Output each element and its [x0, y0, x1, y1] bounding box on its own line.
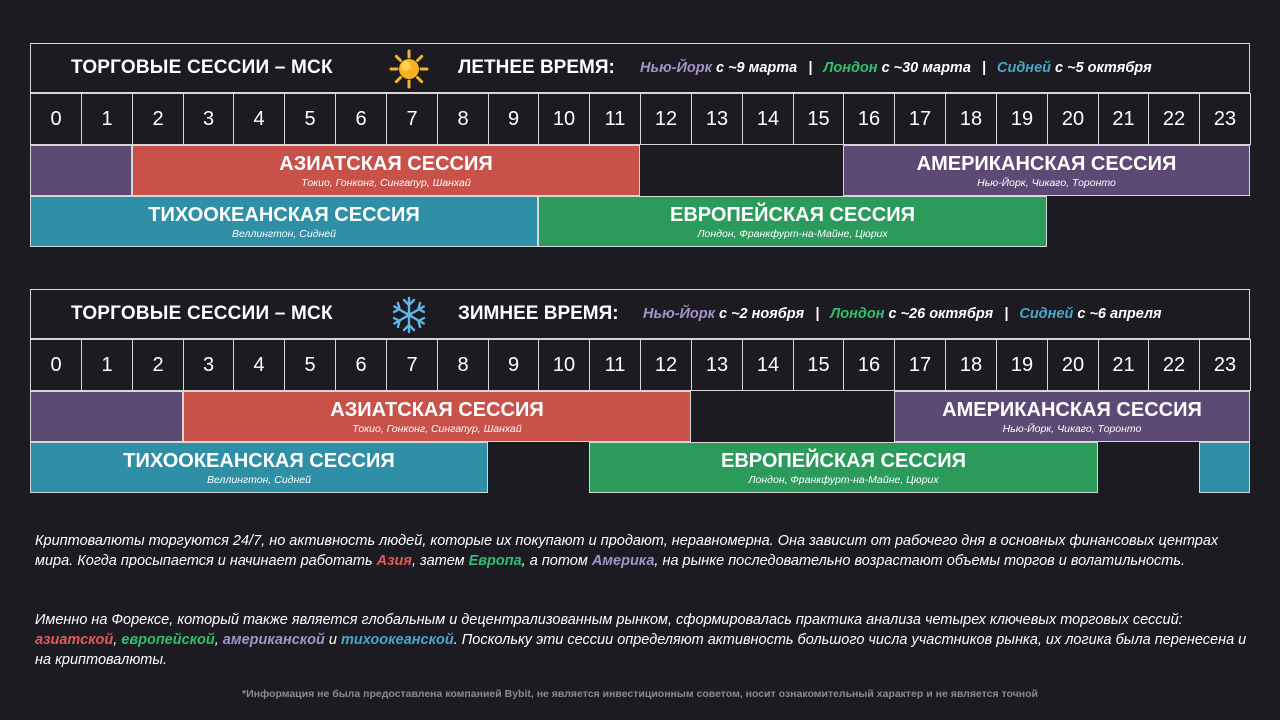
hour-cell: 2 — [132, 93, 184, 145]
description-paragraph-1 — [35, 531, 1250, 571]
hour-cell: 18 — [945, 93, 997, 145]
hour-cell: 9 — [488, 339, 539, 391]
winter-season-label: ЗИМНЕЕ ВРЕМЯ: — [458, 303, 619, 324]
winter-american-wrap-bar — [30, 391, 183, 442]
summer-title: ТОРГОВЫЕ СЕССИИ – МСК — [71, 57, 333, 78]
summer-sydney-name: Сидней — [997, 60, 1051, 76]
hour-cell: 16 — [843, 93, 895, 145]
summer-dates-info — [640, 44, 1152, 92]
winter-pacific-session-cities: Веллингтон, Сидней — [207, 474, 311, 486]
winter-hour-row — [30, 339, 1250, 391]
summer-american-session-name: АМЕРИКАНСКАЯ СЕССИЯ — [916, 153, 1177, 175]
desc-european: европейской — [121, 632, 215, 648]
winter-title: ТОРГОВЫЕ СЕССИИ – МСК — [71, 303, 333, 324]
hour-cell: 20 — [1047, 93, 1099, 145]
hour-cell: 17 — [894, 339, 946, 391]
hour-cell: 13 — [691, 93, 743, 145]
hour-cell: 2 — [132, 339, 184, 391]
disclaimer-footer: *Информация не была предоставлена компанией Bybit, не является инвестиционным советом, носит ознакомительный характер и не является точной — [242, 688, 1038, 700]
hour-cell: 7 — [386, 93, 438, 145]
hour-cell: 1 — [81, 339, 133, 391]
summer-asian-session-name: АЗИАТСКАЯ СЕССИЯ — [279, 153, 493, 175]
winter-sessions-panel — [30, 289, 1250, 493]
desc-text: Именно на Форексе, который также является глобальным и децентрализованным рынком, сформировалась практика анализа четырех ключевых торговых сессий: — [35, 612, 1183, 628]
hour-cell: 19 — [996, 93, 1048, 145]
summer-separator-1: | — [808, 60, 813, 76]
winter-european-session-name: ЕВРОПЕЙСКАЯ СЕССИЯ — [721, 450, 966, 472]
summer-london-name: Лондон — [823, 60, 878, 76]
hour-cell: 11 — [589, 339, 641, 391]
summer-american-session-cities: Нью-Йорк, Чикаго, Торонто — [977, 177, 1116, 189]
summer-ny-date: с ~9 марта — [715, 60, 798, 76]
winter-ny-date: с ~2 ноября — [718, 306, 805, 322]
hour-cell: 19 — [996, 339, 1048, 391]
summer-pacific-session-name: ТИХООКЕАНСКАЯ СЕССИЯ — [148, 204, 420, 226]
desc-text: , затем — [411, 553, 469, 569]
hour-cell: 12 — [640, 93, 692, 145]
desc-text: . Поскольку эти сессии определяют активность большого числа участников рынка, их логика была перенесена и на криптовалюты. — [35, 632, 1247, 668]
sun-icon — [389, 49, 429, 89]
desc-asian: азиатской — [35, 632, 114, 648]
hour-cell: 17 — [894, 93, 946, 145]
winter-pacific-session-bar — [30, 442, 488, 493]
hour-cell: 21 — [1098, 93, 1149, 145]
summer-american-wrap-bar — [30, 145, 132, 196]
hour-cell: 16 — [843, 339, 895, 391]
hour-cell: 13 — [691, 339, 743, 391]
winter-asian-session-name: АЗИАТСКАЯ СЕССИЯ — [330, 399, 544, 421]
desc-pacific: тихоокеанской — [340, 632, 454, 648]
summer-header — [30, 43, 1250, 93]
summer-separator-2: | — [981, 60, 986, 76]
winter-separator-1: | — [815, 306, 820, 322]
desc-text: , — [214, 632, 223, 648]
summer-sydney-date: с ~5 октября — [1055, 60, 1152, 76]
desc-text: , — [113, 632, 122, 648]
winter-sydney-date: с ~6 апреля — [1077, 306, 1162, 322]
winter-asian-session-bar — [183, 391, 691, 442]
hour-cell: 7 — [386, 339, 438, 391]
hour-cell: 5 — [284, 93, 336, 145]
hour-cell: 12 — [640, 339, 692, 391]
summer-season-label: ЛЕТНЕЕ ВРЕМЯ: — [458, 57, 615, 78]
summer-hour-row — [30, 93, 1250, 145]
winter-american-session-bar — [894, 391, 1250, 442]
hour-cell: 15 — [793, 93, 844, 145]
winter-pacific-wrap-bar — [1199, 442, 1250, 493]
hour-cell: 20 — [1047, 339, 1099, 391]
hour-cell: 6 — [335, 93, 387, 145]
desc-text: и — [324, 632, 341, 648]
hour-cell: 3 — [183, 93, 234, 145]
summer-european-session-cities: Лондон, Франкфурт-на-Майне, Цюрих — [697, 228, 888, 240]
snowflake-icon — [389, 295, 429, 335]
winter-london-name: Лондон — [830, 306, 885, 322]
summer-london-date: с ~30 марта — [881, 60, 971, 76]
hour-cell: 22 — [1148, 339, 1200, 391]
hour-cell: 10 — [538, 93, 590, 145]
desc-america: Америка — [591, 553, 655, 569]
hour-cell: 1 — [81, 93, 133, 145]
hour-cell: 5 — [284, 339, 336, 391]
winter-sydney-name: Сидней — [1019, 306, 1074, 322]
winter-asian-session-cities: Токио, Гонконг, Сингапур, Шанхай — [352, 423, 522, 435]
hour-cell: 6 — [335, 339, 387, 391]
hour-cell: 0 — [30, 93, 82, 145]
winter-pacific-session-name: ТИХООКЕАНСКАЯ СЕССИЯ — [123, 450, 395, 472]
hour-cell: 4 — [233, 339, 285, 391]
desc-europe: Европа — [468, 553, 522, 569]
hour-cell: 3 — [183, 339, 234, 391]
description-paragraph-2 — [35, 610, 1250, 670]
hour-cell: 0 — [30, 339, 82, 391]
winter-ny-name: Нью-Йорк — [643, 306, 715, 322]
hour-cell: 11 — [589, 93, 641, 145]
summer-european-session-bar — [538, 196, 1047, 247]
hour-cell: 8 — [437, 339, 489, 391]
hour-cell: 4 — [233, 93, 285, 145]
summer-pacific-session-bar — [30, 196, 538, 247]
summer-american-session-bar — [843, 145, 1250, 196]
summer-asian-session-cities: Токио, Гонконг, Сингапур, Шанхай — [301, 177, 471, 189]
hour-cell: 14 — [742, 339, 794, 391]
summer-sessions-panel — [30, 43, 1250, 247]
desc-text: , на рынке последовательно возрастают объемы торгов и волатильность. — [654, 553, 1186, 569]
hour-cell: 23 — [1199, 93, 1251, 145]
hour-cell: 23 — [1199, 339, 1251, 391]
winter-american-session-cities: Нью-Йорк, Чикаго, Торонто — [1002, 423, 1142, 435]
desc-american: американской — [222, 632, 325, 648]
summer-pacific-session-cities: Веллингтон, Сидней — [232, 228, 336, 240]
winter-european-session-cities: Лондон, Франкфурт-на-Майне, Цюрих — [748, 474, 939, 486]
hour-cell: 18 — [945, 339, 997, 391]
hour-cell: 21 — [1098, 339, 1149, 391]
winter-american-session-name: АМЕРИКАНСКАЯ СЕССИЯ — [942, 399, 1202, 421]
winter-header — [30, 289, 1250, 339]
hour-cell: 15 — [793, 339, 844, 391]
desc-text: Криптовалюты торгуются 24/7, но активность людей, которые их покупают и продают, неравномерна. Она зависит от рабочего дня в основных финансовых центрах мира. Когда просыпается и начинает работать — [35, 533, 1219, 569]
winter-dates-info — [643, 290, 1162, 338]
hour-cell: 9 — [488, 93, 539, 145]
desc-asia: Азия — [376, 553, 412, 569]
winter-london-date: с ~26 октября — [888, 306, 994, 322]
winter-european-session-bar — [589, 442, 1098, 493]
desc-text: , а потом — [521, 553, 592, 569]
summer-asian-session-bar — [132, 145, 640, 196]
winter-separator-2: | — [1004, 306, 1009, 322]
hour-cell: 14 — [742, 93, 794, 145]
hour-cell: 22 — [1148, 93, 1200, 145]
summer-european-session-name: ЕВРОПЕЙСКАЯ СЕССИЯ — [670, 204, 915, 226]
hour-cell: 8 — [437, 93, 489, 145]
hour-cell: 10 — [538, 339, 590, 391]
summer-ny-name: Нью-Йорк — [640, 60, 712, 76]
